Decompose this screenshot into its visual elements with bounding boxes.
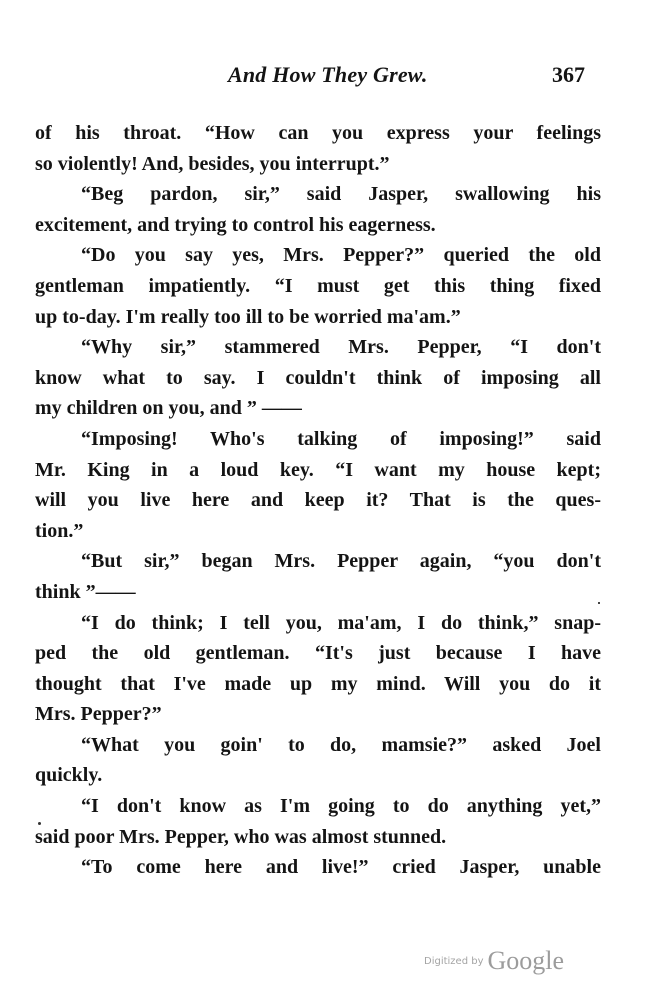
ink-speck (598, 602, 600, 604)
text-line: gentleman impatiently. “I must get this thing fixed (35, 274, 601, 297)
google-logo: Google (487, 946, 565, 975)
text-line: “Do you say yes, Mrs. Pepper?” queried the old (81, 244, 601, 267)
text-line: “Beg pardon, sir,” said Jasper, swallowing his (81, 183, 601, 206)
text-line: tion.” (35, 519, 84, 542)
body-text (35, 118, 601, 883)
text-line: said poor Mrs. Pepper, who was almost stunned. (35, 825, 447, 848)
text-line: so violently! And, besides, you interrupt.” (35, 152, 390, 175)
text-line: quickly. (35, 764, 103, 787)
text-line: “What you goin' to do, mamsie?” asked Joel (81, 733, 601, 756)
text-line: ped the old gentleman. “It's just because I have (35, 642, 601, 665)
text-line: “I don't know as I'm going to do anything yet,” (81, 795, 601, 818)
page-number: 367 (552, 62, 585, 87)
ink-speck (38, 822, 41, 825)
text-line: think ”—— (35, 580, 136, 603)
running-head (0, 62, 667, 92)
digitization-watermark (424, 946, 564, 976)
running-title: And How They Grew. (228, 62, 428, 87)
text-line: thought that I've made up my mind. Will you do it (35, 672, 601, 695)
text-line: will you live here and keep it? That is the ques- (35, 489, 601, 512)
text-line: know what to say. I couldn't think of imposing all (35, 366, 601, 389)
watermark-prefix: Digitized by (424, 955, 484, 967)
text-line: Mrs. Pepper?” (35, 703, 162, 726)
text-line: up to-day. I'm really too ill to be worried ma'am.” (35, 305, 461, 328)
text-line: excitement, and trying to control his eagerness. (35, 213, 436, 236)
text-line: “But sir,” began Mrs. Pepper again, “you don't (81, 550, 601, 573)
text-line: Mr. King in a loud key. “I want my house kept; (35, 458, 601, 481)
text-line: “To come here and live!” cried Jasper, unable (81, 856, 601, 879)
text-line: “Imposing! Who's talking of imposing!” said (81, 427, 601, 450)
text-line: of his throat. “How can you express your feelings (35, 122, 601, 144)
text-line: “Why sir,” stammered Mrs. Pepper, “I don't (81, 336, 601, 359)
text-line: my children on you, and ” —— (35, 397, 302, 420)
text-line: “I do think; I tell you, ma'am, I do think,” snap- (81, 611, 601, 634)
